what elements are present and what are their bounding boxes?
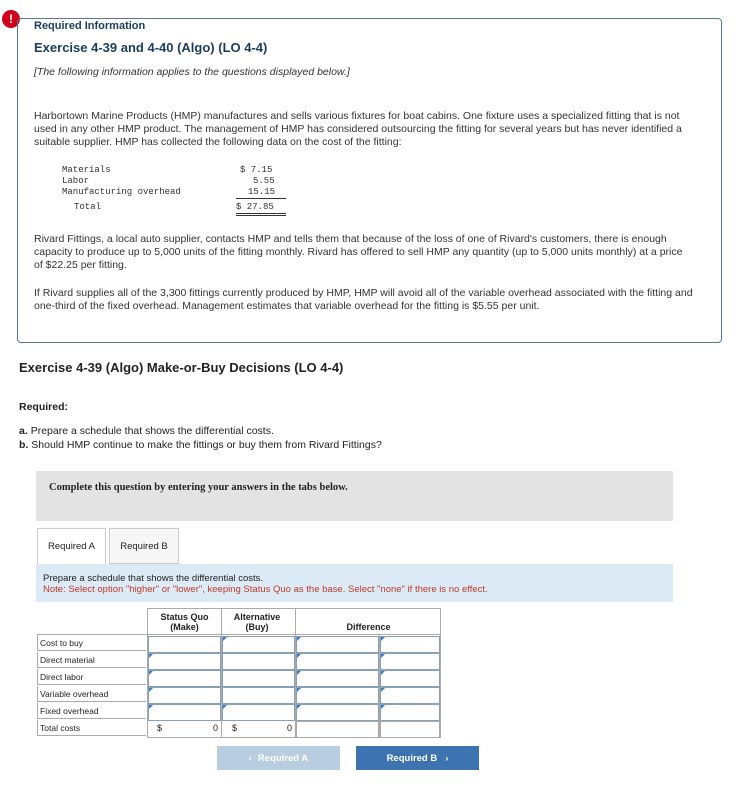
row-label-fixed-overhead: Fixed overhead — [37, 703, 146, 719]
select-higher-lower-variable-overhead[interactable] — [380, 687, 440, 704]
info-paragraph-3: If Rivard supplies all of the 3,300 fittings currently produced by HMP, HMP will avoid all of the variable overhead associated with the fitting and one-third of the fixed overhead. Management estimates that variable overhead for the fitting is $5.55 per unit. — [34, 287, 693, 312]
cell-diff-direct-labor[interactable] — [296, 670, 379, 687]
row-label-total-costs: Total costs — [37, 720, 146, 736]
subtotal-rule — [236, 198, 286, 199]
header-alternative-line2: (Buy) — [245, 622, 269, 632]
cost-label-labor: Labor — [62, 176, 90, 186]
total-currency-alt: $ — [232, 723, 238, 733]
header-status-quo-line1: Status Quo — [160, 612, 209, 622]
total-currency-status: $ — [157, 723, 163, 733]
info-paragraph-2: Rivard Fittings, a local auto supplier, contacts HMP and tells them that because of the loss of one of Rivard's customers, there is enough capacity to produce up to 5,000 units of the fitting monthly. Rivard has offered to sell HMP any quantity (up to 5,000 units monthly) at a price of $22.25 per fitting. — [34, 233, 683, 271]
header-status-quo — [148, 612, 221, 632]
chevron-right-icon: › — [445, 752, 449, 764]
chevron-left-icon: ‹ — [248, 752, 252, 764]
instruction-box — [36, 564, 673, 602]
total-rule-1 — [236, 213, 286, 214]
info-paragraph-1: Harbortown Marine Products (HMP) manufactures and sells various fixtures for boat cabins. One fixture uses a specialized fitting that is not used in any other HMP product. The management of HMP has considered outsourcing the fitting for several years but has never identified a suitable supplier. HMP has collected the following data on the cost of the fitting: — [34, 110, 682, 148]
table-bottom-rule — [147, 737, 441, 738]
cost-value-overhead: 15.15 — [248, 187, 276, 197]
requirement-b-text: Should HMP continue to make the fittings or buy them from Rivard Fittings? — [31, 439, 382, 451]
select-higher-lower-fixed-overhead[interactable] — [380, 704, 440, 721]
exercise-title: Exercise 4-39 and 4-40 (Algo) (LO 4-4) — [34, 40, 268, 55]
info-note: [The following information applies to the questions displayed below.] — [34, 66, 350, 78]
header-alternative-line1: Alternative — [233, 612, 281, 622]
header-difference: Difference — [346, 622, 391, 632]
section-title: Exercise 4-39 (Algo) Make-or-Buy Decisions (LO 4-4) — [19, 360, 344, 375]
cost-label-total: Total — [74, 202, 102, 212]
cell-status-direct-labor[interactable] — [148, 670, 221, 687]
complete-instructions-box — [36, 471, 673, 521]
cell-status-cost-to-buy[interactable] — [148, 636, 221, 653]
cell-alt-cost-to-buy[interactable] — [222, 636, 295, 653]
cost-label-overhead: Manufacturing overhead — [62, 187, 181, 197]
header-status-quo-line2: (Make) — [170, 622, 199, 632]
instruction-note: Note: Select option "higher" or "lower", keeping Status Quo as the base. Select "none" if there is no effect. — [43, 584, 488, 595]
prev-tab-button[interactable] — [217, 746, 340, 770]
next-tab-button-label: Required B — [386, 752, 438, 764]
complete-instructions-text: Complete this question by entering your answers in the tabs below. — [49, 482, 348, 493]
cell-alt-fixed-overhead[interactable] — [222, 704, 295, 721]
header-alternative — [222, 612, 292, 632]
table-top-rule — [147, 608, 441, 609]
cost-value-total: $ 27.85 — [236, 202, 274, 212]
select-higher-lower-direct-material[interactable] — [380, 653, 440, 670]
total-diff-select — [380, 721, 440, 738]
next-tab-button[interactable] — [356, 746, 479, 770]
tab-required-a[interactable]: Required A — [37, 528, 106, 564]
requirement-a-letter: a. — [19, 425, 28, 437]
row-label-direct-labor: Direct labor — [37, 669, 146, 685]
instruction-text: Prepare a schedule that shows the differential costs. — [43, 573, 264, 584]
cell-status-variable-overhead[interactable] — [148, 687, 221, 704]
total-value-alt: 0 — [287, 723, 293, 733]
requirement-a — [19, 425, 274, 437]
total-diff-cell — [296, 721, 379, 738]
table-right-border — [440, 608, 441, 737]
requirement-b-letter: b. — [19, 439, 29, 451]
total-value-status: 0 — [213, 723, 219, 733]
alert-icon: ! — [2, 10, 20, 28]
row-label-direct-material: Direct material — [37, 652, 146, 668]
cell-diff-fixed-overhead[interactable] — [296, 704, 379, 721]
required-information-heading: Required Information — [34, 20, 146, 32]
cell-status-direct-material[interactable] — [148, 653, 221, 670]
row-label-variable-overhead: Variable overhead — [37, 686, 146, 702]
cell-alt-variable-overhead[interactable] — [222, 687, 295, 704]
required-label: Required: — [19, 401, 69, 413]
requirement-b — [19, 439, 382, 451]
select-higher-lower-direct-labor[interactable] — [380, 670, 440, 687]
cell-diff-direct-material[interactable] — [296, 653, 379, 670]
requirement-a-text: Prepare a schedule that shows the differential costs. — [30, 425, 274, 437]
cell-alt-direct-material[interactable] — [222, 653, 295, 670]
select-higher-lower-cost-to-buy[interactable] — [380, 636, 440, 653]
prev-tab-button-label: Required A — [257, 752, 309, 764]
total-rule-2 — [236, 215, 286, 216]
tab-required-b[interactable]: Required B — [109, 528, 179, 564]
cell-status-fixed-overhead[interactable] — [148, 704, 221, 721]
cost-value-labor: 5.55 — [253, 176, 275, 186]
cost-value-materials: $ 7.15 — [240, 165, 273, 175]
cost-label-materials: Materials — [62, 165, 111, 175]
row-label-cost-to-buy: Cost to buy — [37, 635, 146, 651]
cell-diff-cost-to-buy[interactable] — [296, 636, 379, 653]
cell-diff-variable-overhead[interactable] — [296, 687, 379, 704]
cell-alt-direct-labor[interactable] — [222, 670, 295, 687]
